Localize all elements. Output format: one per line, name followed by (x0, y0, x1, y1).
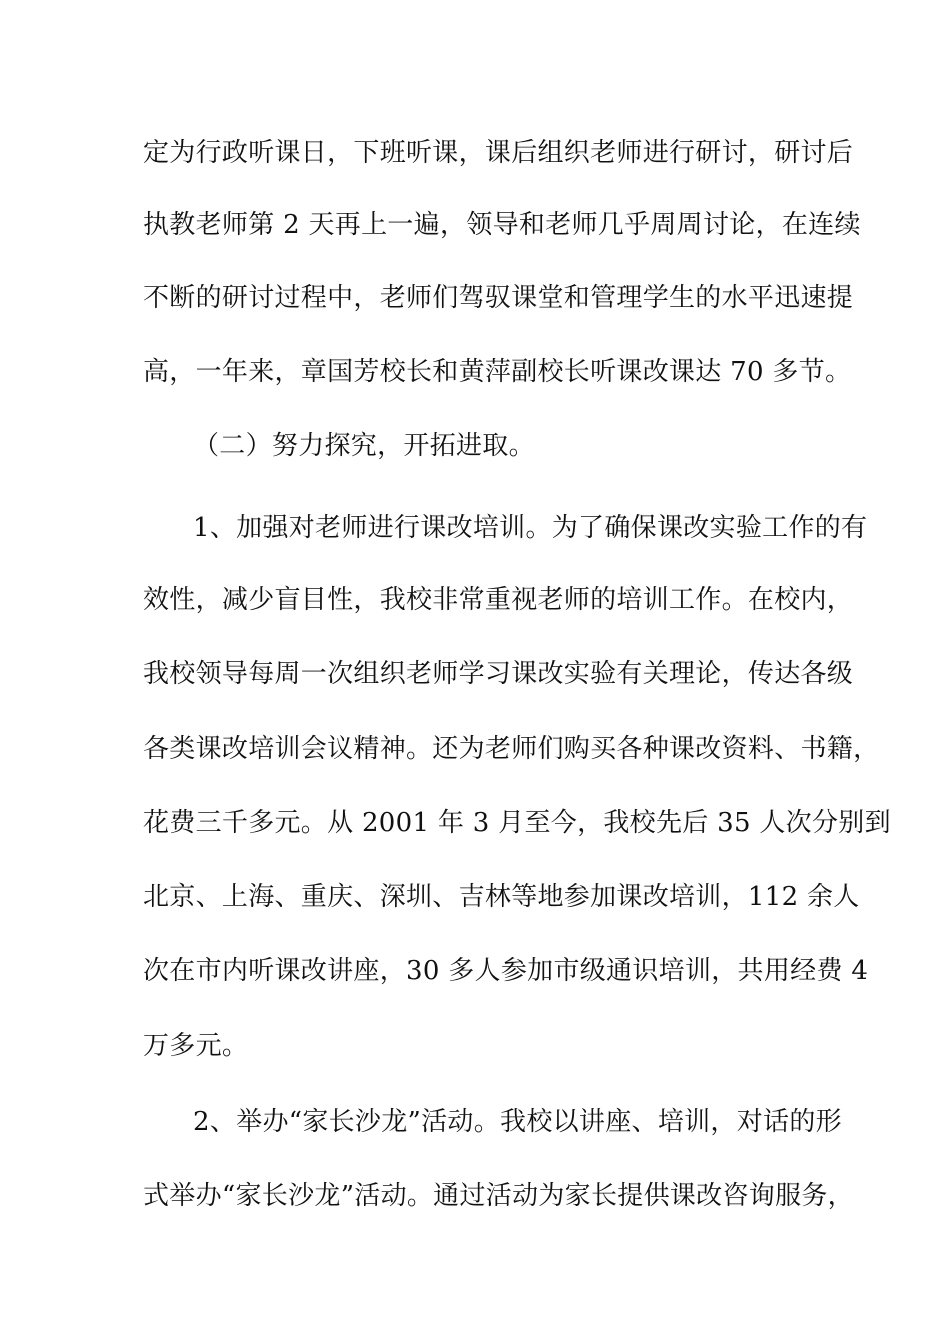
paragraph-line: 1、加强对老师进行课改培训。为了确保课改实验工作的有 (193, 513, 868, 543)
paragraph-line: 定为行政听课日，下班听课，课后组织老师进行研讨，研讨后 (143, 138, 854, 168)
paragraph-line: 执教老师第 2 天再上一遍，领导和老师几乎周周讨论，在连续 (143, 210, 861, 240)
paragraph-line: 高，一年来，章国芳校长和黄萍副校长听课改课达 70 多节。 (143, 357, 852, 387)
paragraph-line: 式举办“家长沙龙”活动。通过活动为家长提供课改咨询服务， (143, 1181, 854, 1211)
paragraph-line: 次在市内听课改讲座，30 多人参加市级通识培训，共用经费 4 (143, 956, 869, 986)
paragraph-line: 各类课改培训会议精神。还为老师们购买各种课改资料、书籍， (143, 734, 880, 764)
paragraph-line: 效性，减少盲目性，我校非常重视老师的培训工作。在校内， (143, 585, 854, 615)
paragraph-line: 万多元。 (143, 1031, 249, 1061)
section-heading: （二）努力探究，开拓进取。 (193, 431, 535, 461)
paragraph-line: 不断的研讨过程中，老师们驾驭课堂和管理学生的水平迅速提 (143, 283, 854, 313)
paragraph-line: 我校领导每周一次组织老师学习课改实验有关理论，传达各级 (143, 659, 854, 689)
paragraph-line: 花费三千多元。从 2001 年 3 月至今，我校先后 35 人次分别到 (143, 808, 891, 838)
paragraph-line: 北京、上海、重庆、深圳、吉林等地参加课改培训，112 余人 (143, 882, 860, 912)
paragraph-line: 2、举办“家长沙龙”活动。我校以讲座、培训，对话的形 (193, 1107, 842, 1137)
